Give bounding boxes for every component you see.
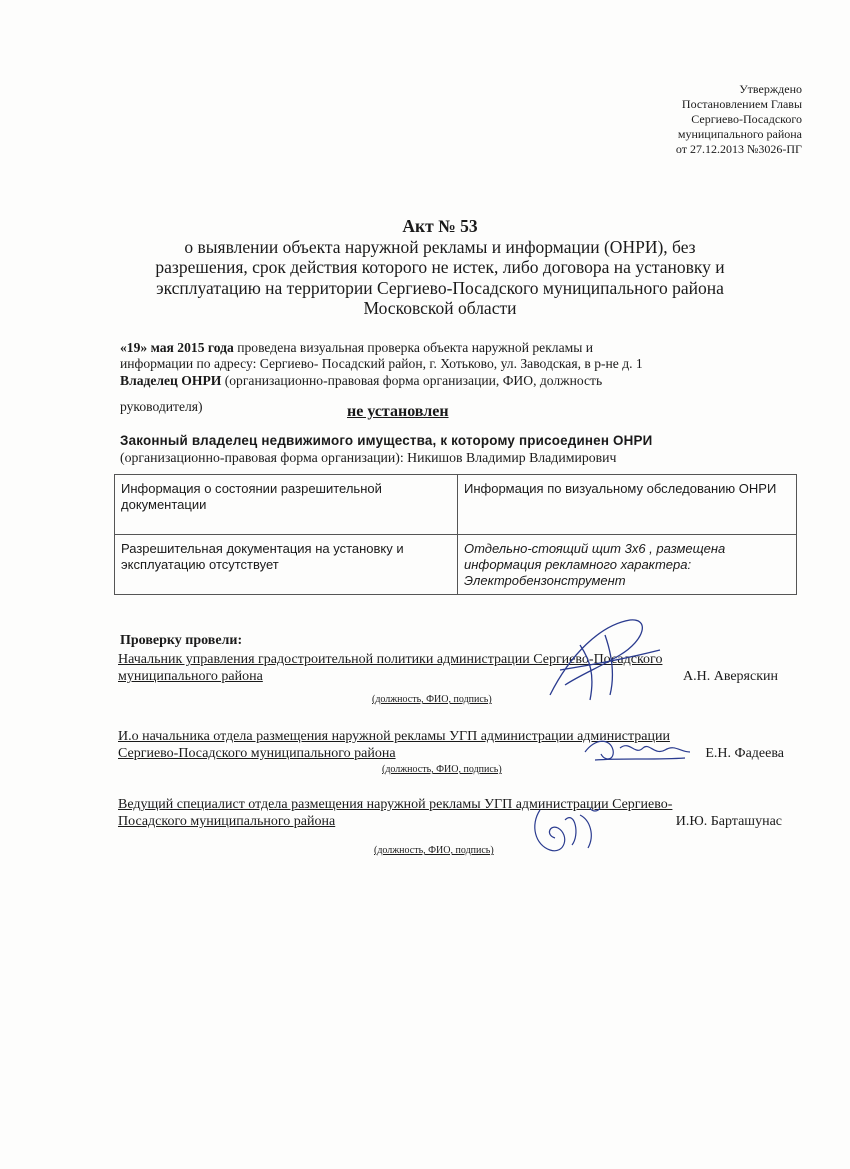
- inspector-3-org: Посадского муниципального района: [118, 814, 336, 829]
- inspector-1-org: муниципального района: [118, 669, 263, 684]
- owner-label: Владелец ОНРИ: [120, 373, 222, 388]
- inspector-1-name: А.Н. Аверяскин: [682, 669, 778, 684]
- legal-owner: [120, 432, 798, 466]
- inspector-3-name: И.Ю. Барташунас: [675, 814, 782, 829]
- approval-line: муниципального района: [677, 127, 802, 141]
- inspector-2-position: И.о начальника отдела размещения наружной рекламы УГП администрации администрации: [118, 729, 670, 744]
- act-number: Акт № 53: [402, 216, 478, 236]
- signature-2: [575, 730, 695, 770]
- approval-line: Постановлением Главы: [681, 97, 802, 111]
- owner-line: [120, 373, 602, 389]
- owner-line-2: руководителя): [120, 399, 203, 414]
- title-line: о выявлении объекта наружной рекламы и информации (ОНРИ), без: [184, 236, 696, 257]
- title-line: Московской области: [363, 298, 517, 318]
- approval-stamp: [676, 82, 802, 157]
- inspector-1-position: Начальник управления градостроительной политики администрации Сергиево-Посадского: [118, 652, 663, 667]
- signature-1: [520, 615, 670, 710]
- table-row: [115, 535, 797, 595]
- table-header-right: Информация по визуальному обследованию ОНРИ: [458, 475, 797, 535]
- inspector-3-position: Ведущий специалист отдела размещения наружной рекламы УГП администрации Сергиево-: [118, 797, 673, 812]
- inspector-1-line2: [118, 668, 778, 685]
- inspector-2-name: Е.Н. Фадеева: [705, 746, 784, 761]
- owner-value: не установлен: [347, 403, 449, 420]
- legal-owner-label: Законный владелец недвижимого имущества, к которому присоединен ОНРИ: [120, 433, 653, 448]
- title-line: эксплуатацию на территории Сергиево-Посадского муниципального района: [156, 277, 724, 298]
- inspectors-heading: Проверку провели:: [120, 633, 243, 648]
- title-line: разрешения, срок действия которого не истек, либо договора на установку и: [155, 257, 725, 277]
- legal-owner-value: (организационно-правовая форма организации): Никишов Владимир Владимирович: [120, 450, 617, 465]
- signature-caption: (должность, ФИО, подпись): [382, 764, 502, 775]
- signature-3: [520, 800, 610, 860]
- table-header-left: Информация о состоянии разрешительной документации: [115, 475, 458, 535]
- owner-text: (организационно-правовая форма организации, ФИО, должность: [221, 373, 603, 388]
- signature-caption: (должность, ФИО, подпись): [374, 845, 494, 856]
- inspection-date: «19» мая 2015 года: [120, 340, 234, 355]
- approval-line: от 27.12.2013 №3026-ПГ: [675, 142, 802, 156]
- approval-line: Утверждено: [739, 82, 802, 96]
- document-title: [120, 216, 760, 319]
- table-cell-permits: Разрешительная документация на установку и эксплуатацию отсутствует: [115, 535, 458, 595]
- table-cell-survey: Отдельно-стоящий щит 3х6 , размещена информация рекламного характера: Электробензонструмент: [458, 535, 797, 595]
- inspector-3-line2: [118, 813, 782, 830]
- signature-caption: (должность, ФИО, подпись): [372, 694, 492, 705]
- table-header-row: [115, 475, 797, 535]
- info-table: [114, 474, 797, 595]
- inspection-address: информации по адресу: Сергиево- Посадский район, г. Хотьково, ул. Заводская, в р-не д. 1: [120, 356, 643, 371]
- inspection-text: проведена визуальная проверка объекта наружной рекламы и: [233, 340, 594, 355]
- inspection-line-1: [120, 340, 593, 356]
- inspector-2-org: Сергиево-Посадского муниципального района: [118, 746, 396, 761]
- approval-line: Сергиево-Посадского: [691, 112, 802, 126]
